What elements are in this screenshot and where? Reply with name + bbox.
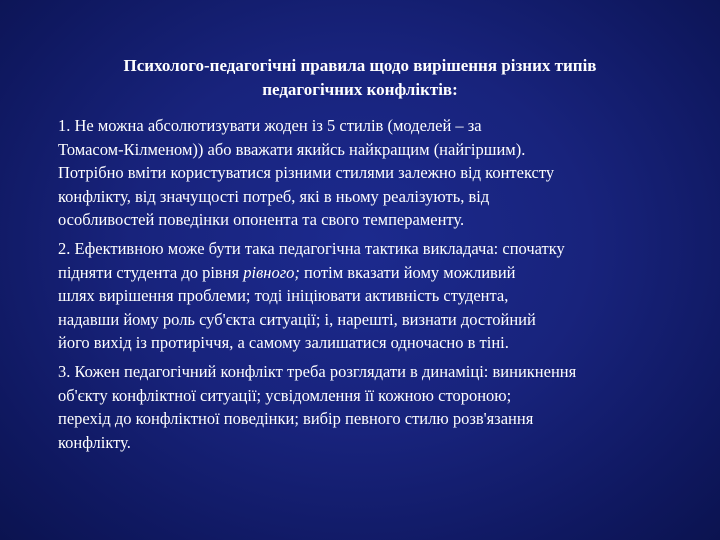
rule-item-2 bbox=[58, 237, 678, 355]
rule-2-line-2-pre: підняти студента до рівня bbox=[58, 262, 244, 282]
rule-2-line-4: надавши йому роль суб'єкта ситуації; і, нарешті, визнати достойний bbox=[58, 309, 536, 329]
title-line-2: педагогічних конфліктів: bbox=[262, 80, 458, 99]
title-line-1: Психолого-педагогічні правила щодо вирішення різних типів bbox=[123, 56, 597, 75]
rule-2-line-3: шлях вирішення проблеми; тоді ініціювати активність студента, bbox=[58, 286, 509, 306]
rule-3-line-4: конфлікту. bbox=[58, 432, 131, 452]
rule-1-line-4: конфлікту, від значущості потреб, які в ньому реалізують, від bbox=[58, 186, 490, 206]
rule-item-1 bbox=[58, 114, 678, 232]
rule-1-line-5: особливостей поведінки опонента та свого темпераменту. bbox=[58, 210, 465, 230]
rule-3-line-3: перехід до конфліктної поведінки; вибір певного стилю розв'язання bbox=[58, 409, 534, 429]
rule-3-line-1: 3. Кожен педагогічний конфлікт треба розглядати в динаміці: виникнення bbox=[58, 361, 577, 381]
rule-1-line-3: Потрібно вміти користуватися різними стилями залежно від контексту bbox=[58, 163, 555, 183]
rule-2-italic-word: рівного; bbox=[243, 262, 300, 282]
rule-3-line-2: об'єкту конфліктної ситуації; усвідомлення її кожною стороною; bbox=[58, 385, 512, 405]
rule-2-line-5: його вихід із протиріччя, а самому залишатися одночасно в тіні. bbox=[58, 333, 509, 353]
rule-2-line-2-post: потім вказати йому можливий bbox=[299, 262, 516, 282]
slide-title bbox=[60, 54, 660, 102]
slide-body bbox=[58, 114, 678, 459]
rule-2-line-2 bbox=[58, 261, 678, 285]
rule-2-line-1: 2. Ефективною може бути така педагогічна тактика викладача: спочатку bbox=[58, 238, 565, 258]
rule-1-line-1: 1. Не можна абсолютизувати жоден із 5 стилів (моделей – за bbox=[58, 116, 482, 135]
rule-item-3 bbox=[58, 360, 678, 454]
rule-1-line-2: Томасом-Кілменом)) або вважати якийсь найкращим (найгіршим). bbox=[58, 139, 526, 159]
